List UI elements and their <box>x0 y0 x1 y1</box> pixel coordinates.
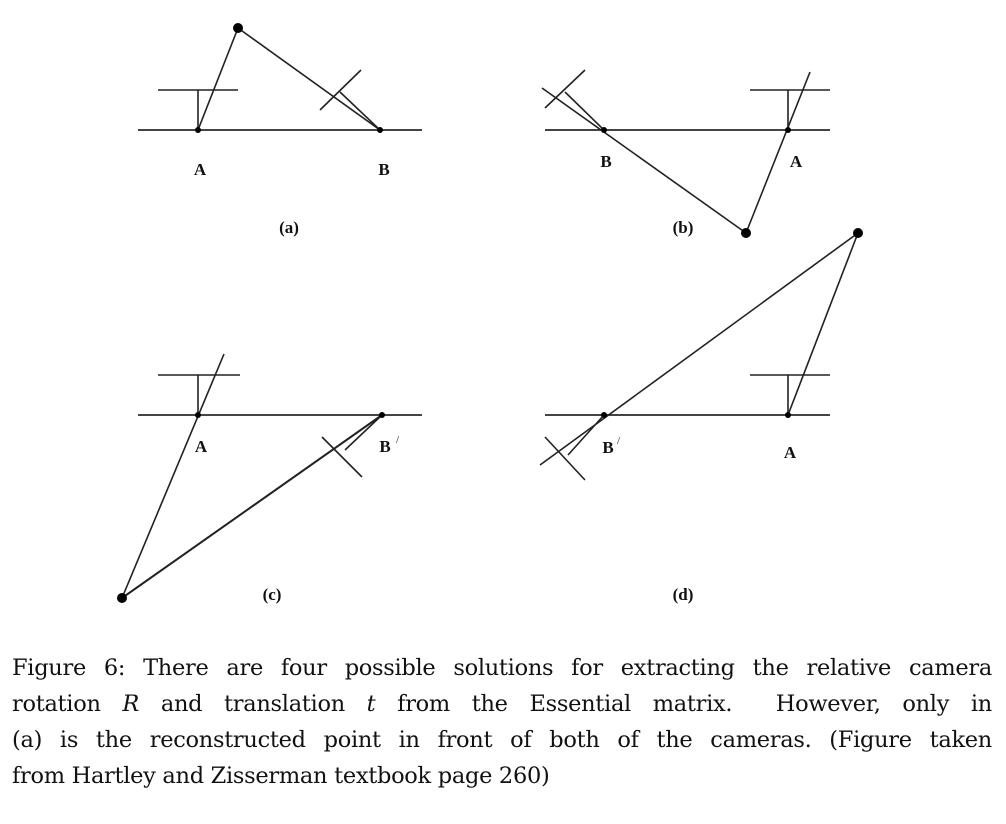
label-a: A <box>193 160 207 179</box>
label-a: A <box>194 437 208 456</box>
camera-b-center <box>377 127 383 133</box>
camera-a-center <box>195 127 201 133</box>
caption-line <box>12 686 992 722</box>
camera-a-center <box>195 412 201 418</box>
panel-caption: (d) <box>672 585 694 604</box>
camera-b-axis <box>345 415 382 450</box>
caption-line: from Hartley and Zisserman textbook page 260) <box>12 763 550 789</box>
camera-b-center <box>601 127 607 133</box>
prime-mark: / <box>396 434 400 446</box>
caption-text: and translation <box>139 691 367 717</box>
scene-point <box>741 228 751 238</box>
panel-a <box>138 23 422 237</box>
scene-point <box>117 593 127 603</box>
camera-a-center <box>785 127 791 133</box>
camera-b-center <box>379 412 385 418</box>
camera-b-image-plane <box>545 70 585 108</box>
prime-mark: / <box>617 435 621 447</box>
label-b: B <box>378 160 390 179</box>
camera-b-image-plane <box>320 70 361 110</box>
panel-c <box>117 354 422 604</box>
camera-a-center <box>785 412 791 418</box>
label-a: A <box>789 152 803 171</box>
label-a: A <box>783 443 797 462</box>
panel-b <box>542 70 830 238</box>
label-b-prime: B <box>602 438 614 457</box>
caption-line: (a) is the reconstructed point in front of both of the cameras. (Figure taken <box>12 727 992 753</box>
scene-point <box>233 23 243 33</box>
math-symbol-t: t <box>366 691 376 717</box>
label-b-prime: B <box>379 437 391 456</box>
panel-d <box>540 228 863 604</box>
scene-point <box>853 228 863 238</box>
figure-caption <box>12 650 992 794</box>
ray-a <box>788 233 858 415</box>
panel-caption: (b) <box>672 218 694 237</box>
math-symbol-r: R <box>122 691 140 717</box>
camera-b-axis <box>340 92 380 130</box>
panel-caption: (a) <box>279 218 299 237</box>
camera-b-axis <box>565 92 604 130</box>
panel-caption: (c) <box>262 585 282 604</box>
caption-text: rotation <box>12 691 123 717</box>
camera-b-axis <box>568 415 604 455</box>
ray-b <box>540 233 858 465</box>
ray-a <box>198 28 238 130</box>
caption-line: Figure 6: There are four possible solutions for extracting the relative camera <box>12 655 992 681</box>
camera-b-center <box>601 412 607 418</box>
caption-text: from the Essential matrix. However, only in <box>375 691 992 717</box>
ray-b <box>542 88 746 233</box>
ray-b <box>238 28 380 130</box>
label-b: B <box>600 152 612 171</box>
